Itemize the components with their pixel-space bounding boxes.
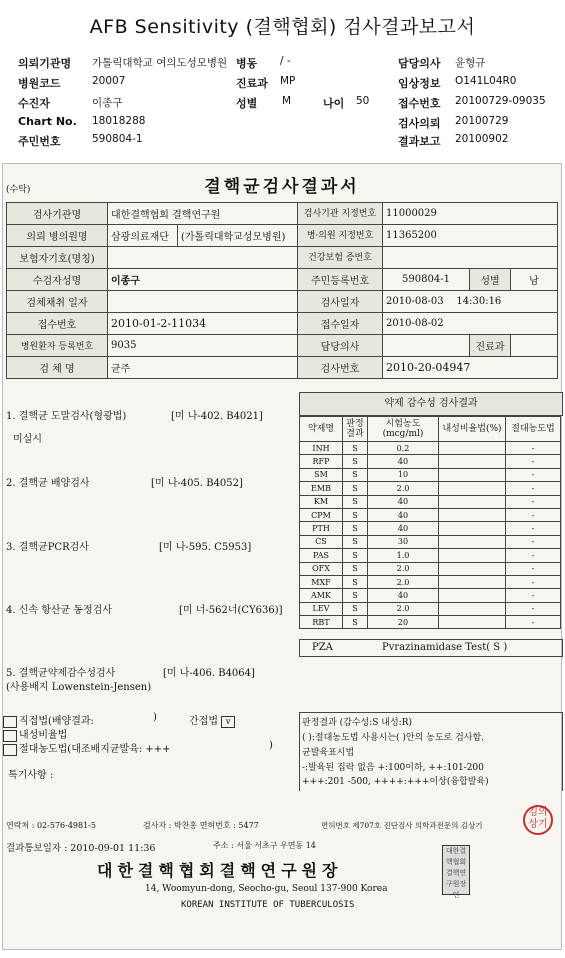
test-date-value — [383, 291, 558, 313]
footer-en-address: 14, Woomyun-dong, Seocho-gu, Seoul 137-900 Korea — [145, 884, 388, 894]
drug-abs: - — [506, 602, 561, 615]
drug-header-abs: 절대농도법 — [506, 417, 561, 442]
legend-line-1: 판정결과 (감수성:S 내성:R) — [302, 718, 412, 728]
drug-abs: - — [506, 468, 561, 481]
field-value-institution: 가톨릭대학교 여의도성모병원 — [92, 57, 228, 69]
drug-name: RFP — [300, 455, 343, 468]
drug-ratio — [439, 589, 506, 602]
option-direct: 직접법(배양결과: — [3, 712, 94, 728]
doctor-label: 담당의사 — [298, 335, 383, 357]
field-value-sex: M — [282, 95, 292, 107]
field-value-age: 50 — [356, 95, 370, 107]
drug-ratio — [439, 468, 506, 481]
field-value-doctor: 윤형규 — [455, 57, 486, 69]
option-indirect: 간접법 v — [189, 712, 237, 728]
drug-name: PAS — [300, 549, 343, 562]
drug-conc: 40 — [368, 495, 439, 508]
req-no-label: 병·의원 지정번호 — [298, 225, 383, 247]
drug-conc: 1.0 — [368, 549, 439, 562]
drug-abs: - — [506, 562, 561, 575]
drug-abs: - — [506, 535, 561, 548]
drug-conc: 10 — [368, 468, 439, 481]
section-5-sub: (사용배지 Lowenstein-Jensen) — [6, 682, 152, 693]
section-2-title: 2. 결핵균 배양검사 — [6, 478, 90, 489]
drug-result: S — [343, 468, 368, 481]
drug-conc: 40 — [368, 508, 439, 521]
inst-label: 검사기관명 — [7, 203, 108, 225]
drug-row — [300, 482, 561, 495]
drug-conc: 30 — [368, 535, 439, 548]
field-label-dept: 진료과 — [236, 77, 268, 90]
drug-ratio — [439, 455, 506, 468]
field-label-age: 나이 — [323, 97, 345, 110]
insured-value — [108, 247, 298, 269]
drug-result: S — [343, 522, 368, 535]
inst-no-value: 11000029 — [383, 203, 558, 225]
req-sub-value: (가톨릭대학교성모병원) — [177, 225, 297, 247]
drug-header-result: 판정결과 — [343, 417, 368, 442]
recv-no-label: 접수번호 — [7, 313, 108, 335]
section-2-code: [미 나-405. B4052] — [151, 478, 243, 489]
footer-address: 주소 : 서울 서초구 우면동 14 — [213, 841, 316, 850]
doctor-value — [383, 335, 470, 357]
specimen-label: 검 체 명 — [7, 357, 108, 379]
drug-ratio — [439, 522, 506, 535]
report-subtitle: (수탁) — [6, 185, 31, 195]
drug-conc: 2.0 — [368, 575, 439, 588]
drug-row — [300, 495, 561, 508]
field-value-accession: 20100729-09035 — [455, 95, 546, 107]
drug-ratio — [439, 616, 506, 629]
drug-conc: 2.0 — [368, 562, 439, 575]
drug-abs: - — [506, 508, 561, 521]
field-value-clinical: O141L04R0 — [455, 75, 517, 87]
field-label-chart-no: Chart No. — [18, 115, 77, 128]
indirect-checkbox[interactable]: v — [221, 716, 235, 728]
drug-conc: 20 — [368, 616, 439, 629]
field-value-ward: / - — [280, 55, 291, 67]
section-1-result: 미실시 — [13, 434, 42, 445]
pza-label: PZA — [312, 642, 333, 653]
specimen-value: 균주 — [108, 357, 298, 379]
drug-row — [300, 589, 561, 602]
field-label-institution: 의뢰기관명 — [18, 57, 72, 70]
field-label-sex: 성별 — [236, 97, 258, 110]
drug-abs: - — [506, 442, 561, 455]
insured-label: 보험자기호(명칭) — [7, 247, 108, 269]
option-ratio: 내성비율법 — [3, 726, 67, 742]
drug-result: S — [343, 589, 368, 602]
drug-abs: - — [506, 549, 561, 562]
drug-table — [299, 416, 561, 629]
drug-name: MXF — [300, 575, 343, 588]
drug-ratio — [439, 508, 506, 521]
footer-contact: 연락처 : 02-576-4981-5 — [6, 821, 96, 830]
test-date-label: 검사일자 — [298, 291, 383, 313]
section-4-code: [미 너-562너(CY636)] — [179, 605, 283, 616]
drug-name: INH — [300, 442, 343, 455]
drug-result: S — [343, 455, 368, 468]
recv-no-value: 2010-01-2-11034 — [108, 313, 298, 335]
drug-row — [300, 522, 561, 535]
drug-row — [300, 442, 561, 455]
field-label-hospital-code: 병원코드 — [18, 77, 61, 90]
drug-row — [300, 616, 561, 629]
field-value-patient: 이종구 — [92, 97, 123, 109]
drug-name: EMB — [300, 482, 343, 495]
drug-result: S — [343, 535, 368, 548]
drug-ratio — [439, 482, 506, 495]
drug-result: S — [343, 442, 368, 455]
collect-label: 검체채취 일자 — [7, 291, 108, 313]
drug-result: S — [343, 549, 368, 562]
reg-label: 병원환자 등록번호 — [7, 335, 108, 357]
drug-abs: - — [506, 522, 561, 535]
field-label-ward: 병동 — [236, 57, 258, 70]
drug-row — [300, 455, 561, 468]
drug-ratio — [439, 562, 506, 575]
signature-seal: 김의상기 — [523, 805, 553, 835]
drug-row — [300, 549, 561, 562]
drug-result: S — [343, 508, 368, 521]
legend-line-5: +++:201 -500, ++++:+++이상(융합발육) — [302, 777, 489, 787]
drug-name: PTH — [300, 522, 343, 535]
drug-abs: - — [506, 589, 561, 602]
req-no-value: 11365200 — [383, 225, 558, 247]
drug-abs: - — [506, 575, 561, 588]
recv-date-value: 2010-08-02 — [383, 313, 558, 335]
field-value-dept: MP — [280, 75, 296, 87]
legend-line-3: 균발육표시법 — [302, 748, 355, 758]
ins-card-value — [383, 247, 558, 269]
drug-conc: 2.0 — [368, 602, 439, 615]
info-table — [6, 202, 558, 379]
footer-license: 면허번호 제707호 진단검사 의학과전문의 김상기 — [321, 821, 483, 830]
drug-table-title: 약제 감수성 검사결과 — [299, 392, 563, 416]
field-label-patient: 수진자 — [18, 97, 50, 110]
field-label-doctor: 담당의사 — [398, 57, 441, 70]
drug-name: CS — [300, 535, 343, 548]
drug-abs: - — [506, 482, 561, 495]
drug-name: LEV — [300, 602, 343, 615]
name-value: 이종구 — [108, 269, 298, 291]
test-date: 2010-08-03 — [386, 296, 444, 307]
section-1-code: [미 나-402. B4021] — [171, 411, 263, 422]
official-stamp: 대한결핵협회결핵연구원장인 — [442, 845, 470, 895]
field-label-rrn: 주민번호 — [18, 135, 61, 148]
page-title: AFB Sensitivity (결핵협회) 검사결과보고서 — [89, 16, 476, 38]
remarks-label: 특기사항 : — [8, 770, 54, 781]
drug-name: OFX — [300, 562, 343, 575]
drug-conc: 40 — [368, 589, 439, 602]
drug-abs: - — [506, 616, 561, 629]
recv-date-label: 접수일자 — [298, 313, 383, 335]
test-no-label: 검사번호 — [298, 357, 383, 379]
field-value-hospital-code: 20007 — [92, 75, 126, 87]
footer-en-name: KOREAN INSTITUTE OF TUBERCULOSIS — [181, 900, 355, 910]
drug-result: S — [343, 616, 368, 629]
section-5-title: 5. 결핵균약제감수성검사 — [6, 668, 116, 679]
scanned-report — [2, 163, 562, 950]
drug-conc: 0.2 — [368, 442, 439, 455]
field-value-chart-no: 18018288 — [92, 115, 146, 127]
inst-no-label: 검사기관 지정번호 — [298, 203, 383, 225]
drug-name: RBT — [300, 616, 343, 629]
drug-result: S — [343, 562, 368, 575]
abs-checkbox[interactable] — [3, 744, 17, 756]
drug-header-name: 약제명 — [300, 417, 343, 442]
section-4-title: 4. 신속 항산균 동정검사 — [6, 605, 113, 616]
drug-result: S — [343, 495, 368, 508]
drug-abs: - — [506, 495, 561, 508]
drug-conc: 40 — [368, 522, 439, 535]
field-label-request: 검사의뢰 — [398, 117, 441, 130]
drug-ratio — [439, 575, 506, 588]
dept-value — [511, 335, 558, 357]
drug-row — [300, 602, 561, 615]
legend-line-2: ( ):절대농도법 사용시는( )안의 농도로 검사함. — [302, 733, 485, 743]
field-label-report-date: 결과보고 — [398, 135, 441, 148]
inst-value: 대한결핵협회 결핵연구원 — [108, 203, 298, 225]
test-time: 14:30:16 — [456, 296, 502, 307]
drug-row — [300, 575, 561, 588]
drug-name: CPM — [300, 508, 343, 521]
drug-header-ratio: 내성비율법(%) — [439, 417, 506, 442]
drug-row — [300, 535, 561, 548]
drug-row — [300, 562, 561, 575]
drug-ratio — [439, 442, 506, 455]
drug-abs: - — [506, 455, 561, 468]
field-value-report-date: 20100902 — [455, 133, 509, 145]
option-direct-close: ) — [153, 712, 157, 723]
field-value-request: 20100729 — [455, 115, 509, 127]
dept-label: 진료과 — [470, 335, 511, 357]
drug-name: KM — [300, 495, 343, 508]
report-title: 결핵균검사결과서 — [204, 177, 360, 197]
drug-result: S — [343, 482, 368, 495]
drug-conc: 2.0 — [368, 482, 439, 495]
drug-ratio — [439, 495, 506, 508]
drug-header-conc: 시험농도(mcg/ml) — [368, 417, 439, 442]
collect-value — [108, 291, 298, 313]
rrn-value: 590804-1 — [383, 269, 470, 291]
name-label: 수검자성명 — [7, 269, 108, 291]
drug-ratio — [439, 535, 506, 548]
ins-card-label: 건강보험 증번호 — [298, 247, 383, 269]
legend-box — [299, 712, 563, 791]
drug-conc: 40 — [368, 455, 439, 468]
drug-row — [300, 508, 561, 521]
reg-value: 9035 — [108, 335, 298, 357]
drug-ratio — [439, 602, 506, 615]
section-3-title: 3. 결핵균PCR검사 — [6, 542, 89, 553]
req-label: 의뢰 병의원명 — [7, 225, 108, 247]
footer-notify-date: 결과통보일자 : 2010-09-01 11:36 — [6, 843, 156, 854]
section-1-title: 1. 결핵균 도말검사(형광법) — [6, 411, 127, 422]
req-value: 삼광의료재단 — [108, 225, 178, 247]
option-abs: 절대농도법(대조배지균발육: +++ — [3, 740, 171, 756]
drug-row — [300, 468, 561, 481]
drug-name: AMK — [300, 589, 343, 602]
drug-ratio — [439, 549, 506, 562]
legend-line-4: -:발육된 집락 없음 +:100이하, ++:101-200 — [302, 763, 484, 773]
section-3-code: [미 나-595. C5953] — [159, 542, 252, 553]
section-5-code: [미 나-406. B4064] — [163, 668, 255, 679]
pza-row — [299, 639, 563, 657]
footer-examiner: 검사자 : 박찬홍 면허번호 : 5477 — [143, 821, 259, 830]
option-abs-close: ) — [269, 740, 273, 751]
footer-org: 대한결핵협회결핵연구원장 — [97, 861, 343, 880]
rrn-label: 주민등록번호 — [298, 269, 383, 291]
field-value-rrn: 590804-1 — [92, 133, 143, 145]
field-label-clinical: 임상정보 — [398, 77, 441, 90]
drug-name: SM — [300, 468, 343, 481]
field-label-accession: 접수번호 — [398, 97, 441, 110]
sex-value: 남 — [511, 269, 558, 291]
drug-result: S — [343, 602, 368, 615]
test-no-value: 2010-20-04947 — [383, 357, 558, 379]
pza-value: Pvrazinamidase Test( S ) — [382, 642, 508, 653]
sex-label: 성별 — [470, 269, 511, 291]
drug-result: S — [343, 575, 368, 588]
